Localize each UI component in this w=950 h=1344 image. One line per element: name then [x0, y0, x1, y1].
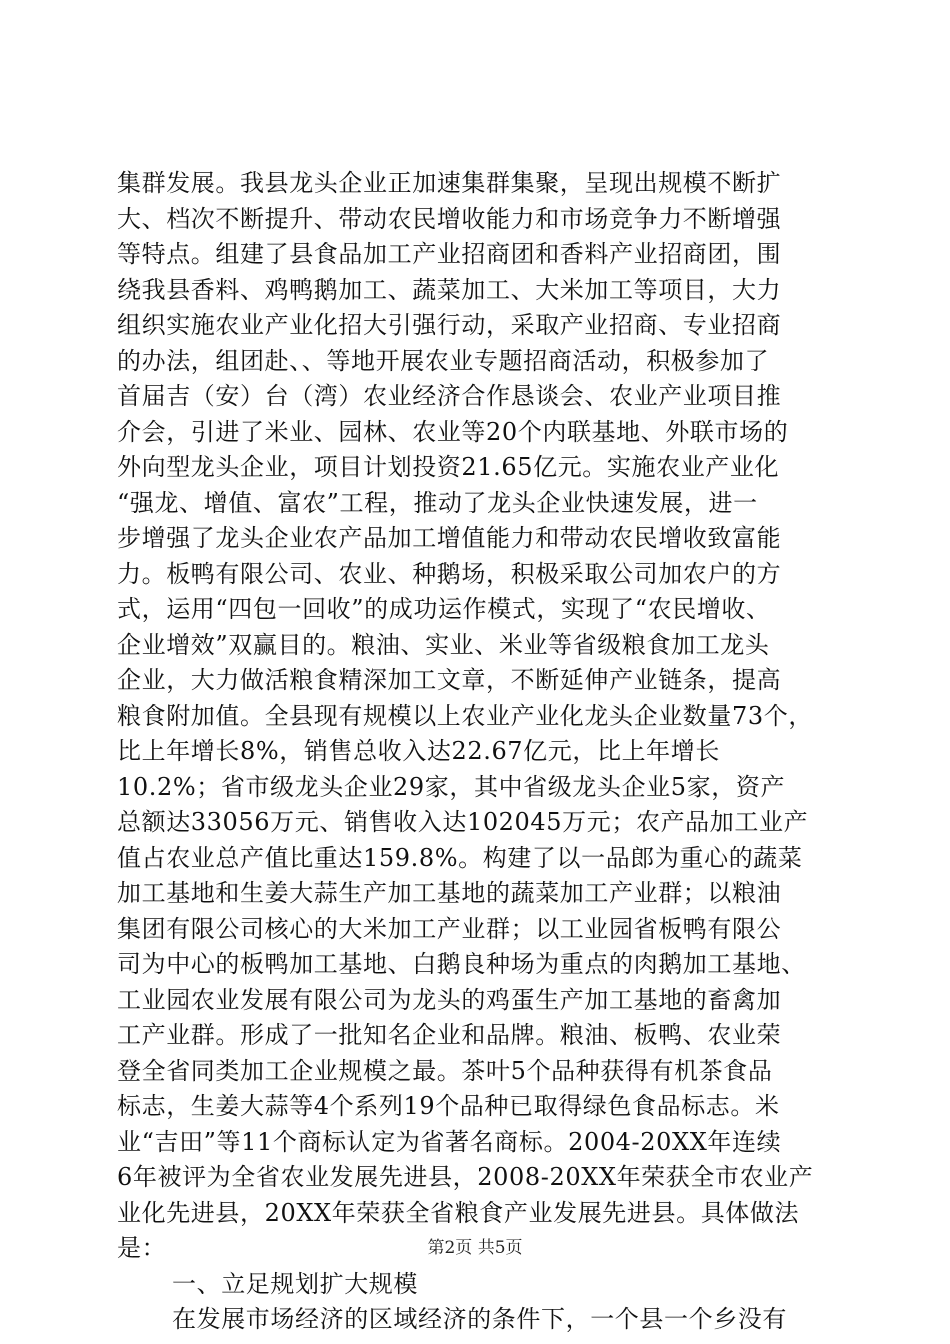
text-line: 值占农业总产值比重达159.8%。构建了以一品郎为重心的蔬菜: [117, 843, 803, 872]
text-line: “强龙、增值、富农”工程，推动了龙头企业快速发展，进一: [117, 488, 758, 517]
text-line: 组织实施农业产业化招大引强行动，采取产业招商、专业招商: [117, 311, 782, 339]
text-line: 是：: [117, 1234, 167, 1262]
text-line: 业“吉田”等11个商标认定为省著名商标。2004-20XX年连续: [117, 1127, 782, 1156]
text-line: 步增强了龙头企业农产品加工增值能力和带动农民增收致富能: [117, 524, 782, 552]
document-body: [117, 166, 837, 1338]
text-line: 登全省同类加工企业规模之最。茶叶5个品种获得有机茶食品: [117, 1056, 773, 1085]
text-line: 10.2%；省市级龙头企业29家，其中省级龙头企业5家，资产: [117, 772, 786, 801]
page-number-footer: 第2页 共5页: [427, 1238, 523, 1258]
text-line: 6年被评为全省农业发展先进县，2008-20XX年荣获全市农业产: [117, 1163, 814, 1191]
text-line: 介会，引进了米业、园林、农业等20个内联基地、外联市场的: [117, 417, 789, 446]
text-line: 司为中心的板鸭加工基地、白鹅良种场为重点的肉鹅加工基地、: [117, 950, 806, 978]
text-line: 绕我县香料、鸡鸭鹅加工、蔬菜加工、大米加工等项目，大力: [117, 275, 782, 304]
text-line: 集团有限公司核心的大米加工产业群；以工业园省板鸭有限公: [117, 914, 782, 943]
paragraph-start: 在发展市场经济的区域经济的条件下，一个县一个乡没有: [172, 1305, 787, 1333]
text-line: 集群发展。我县龙头企业正加速集群集聚，呈现出规模不断扩: [117, 169, 782, 197]
text-line: 工业园农业发展有限公司为龙头的鸡蛋生产加工基地的畜禽加: [117, 985, 782, 1014]
text-line: 式，运用“四包一回收”的成功运作模式，实现了“农民增收、: [117, 595, 771, 623]
text-line: 首届吉（安）台（湾）农业经济合作恳谈会、农业产业项目推: [117, 382, 782, 410]
section-heading: 一、立足规划扩大规模: [172, 1269, 418, 1298]
text-line: 业化先进县，20XX年荣获全省粮食产业发展先进县。具体做法: [117, 1198, 800, 1227]
text-line: 力。板鸭有限公司、农业、种鹅场，积极采取公司加农户的方: [117, 559, 782, 588]
text-line: 粮食附加值。全县现有规模以上农业产业化龙头企业数量73个，: [117, 701, 813, 730]
text-line: 企业，大力做活粮食精深加工文章，不断延伸产业链条，提高: [117, 666, 782, 694]
text-line: 外向型龙头企业，项目计划投资21.65亿元。实施农业产业化: [117, 453, 780, 481]
text-line: 加工基地和生姜大蒜生产加工基地的蔬菜加工产业群；以粮油: [117, 879, 782, 907]
text-line: 大、档次不断提升、带动农民增收能力和市场竞争力不断增强: [117, 204, 782, 233]
text-line: 企业增效”双赢目的。粮油、实业、米业等省级粮食加工龙头: [117, 630, 770, 659]
text-line: 总额达33056万元、销售收入达102045万元；农产品加工业产: [117, 808, 809, 836]
text-line: 标志，生姜大蒜等4个系列19个品种已取得绿色食品标志。米: [117, 1092, 780, 1120]
text-line: 工产业群。形成了一批知名企业和品牌。粮油、板鸭、农业荣: [117, 1021, 782, 1049]
text-line: 比上年增长8%，销售总收入达22.67亿元，比上年增长: [117, 737, 720, 765]
text-line: 的办法，组团赴、、等地开展农业专题招商活动，积极参加了: [117, 346, 770, 375]
text-line: 等特点。组建了县食品加工产业招商团和香料产业招商团，围: [117, 240, 782, 268]
